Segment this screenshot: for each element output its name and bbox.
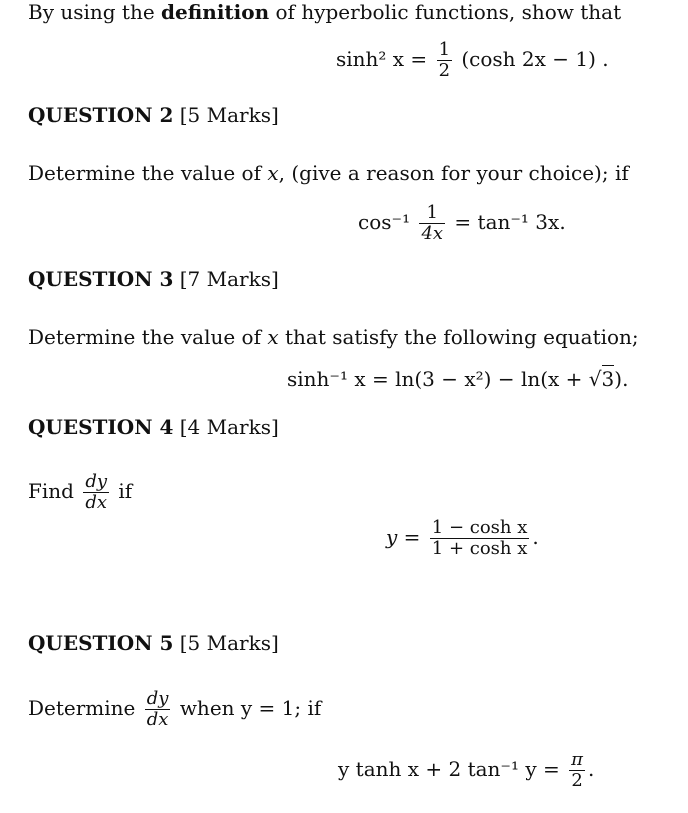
q3-heading-label: QUESTION 3 xyxy=(28,267,174,291)
q4-if-word: if xyxy=(118,479,133,503)
q2-equation xyxy=(358,203,566,244)
q5-when-text: when y = 1; if xyxy=(179,696,322,720)
intro-text-before: By using the xyxy=(28,0,162,24)
q4-heading-label: QUESTION 4 xyxy=(28,415,174,439)
q2-eq-lhs: cos⁻¹ xyxy=(358,210,411,234)
q2-heading-marks: [5 Marks] xyxy=(173,103,279,127)
q4-y-eq: y = xyxy=(386,525,421,549)
q4-equation xyxy=(386,518,539,559)
q5-fraction xyxy=(569,750,585,791)
intro-bold-word: definition xyxy=(161,0,270,24)
q4-heading xyxy=(28,415,279,439)
q4-frac-num: 1 − cosh x xyxy=(431,517,528,538)
q3-sqrt-arg: 3 xyxy=(601,367,615,391)
q1-rhs: (cosh 2x − 1) . xyxy=(461,47,609,71)
q5-heading-label: QUESTION 5 xyxy=(28,631,174,655)
q5-dy: dy xyxy=(146,688,169,709)
q3-text xyxy=(28,325,639,349)
q4-derivative xyxy=(83,472,109,513)
q2-fraction xyxy=(419,203,445,244)
q3-eq-right: ). xyxy=(614,367,629,391)
q4-heading-marks: [4 Marks] xyxy=(173,415,279,439)
q4-find-line xyxy=(28,472,132,513)
q1-frac-den: 2 xyxy=(438,60,451,81)
q5-heading-marks: [5 Marks] xyxy=(173,631,279,655)
q4-dy: dy xyxy=(85,471,108,492)
q2-text xyxy=(28,161,629,185)
q3-text-after: that satisfy the following equation; xyxy=(278,325,639,349)
q5-dx: dx xyxy=(146,709,169,730)
q2-frac-den: 4x xyxy=(421,223,444,244)
q1-fraction xyxy=(437,40,452,81)
q3-equation xyxy=(287,367,628,391)
q5-heading xyxy=(28,631,279,655)
q4-end: . xyxy=(532,525,539,549)
q2-text-after: , (give a reason for your choice); if xyxy=(278,161,629,185)
q2-frac-num: 1 xyxy=(426,202,438,223)
q2-heading xyxy=(28,103,279,127)
q1-frac-num: 1 xyxy=(438,39,451,60)
q5-equation xyxy=(338,750,594,791)
q4-fraction xyxy=(430,518,530,559)
q3-sqrt-symbol: √ xyxy=(588,367,602,391)
q4-find-word: Find xyxy=(28,479,74,503)
q3-heading-marks: [7 Marks] xyxy=(173,267,279,291)
q5-frac-den: 2 xyxy=(571,770,583,791)
q3-heading xyxy=(28,267,279,291)
intro-text-after: of hyperbolic functions, show that xyxy=(269,0,622,24)
q2-text-before: Determine the value of xyxy=(28,161,268,185)
q5-frac-num: π xyxy=(571,749,583,770)
intro-line xyxy=(28,0,621,24)
q5-end: . xyxy=(587,757,595,781)
q4-frac-den: 1 + cosh x xyxy=(431,538,528,559)
q2-var: x xyxy=(267,161,279,185)
q1-lhs: sinh² x = xyxy=(336,47,428,71)
q1-equation xyxy=(336,40,609,81)
q2-heading-label: QUESTION 2 xyxy=(28,103,174,127)
q3-text-before: Determine the value of xyxy=(28,325,268,349)
q5-eq-lhs: y tanh x + 2 tan⁻¹ y = xyxy=(338,757,560,781)
q5-derivative xyxy=(145,689,171,730)
q3-var: x xyxy=(267,325,279,349)
q4-dx: dx xyxy=(85,492,108,513)
q3-eq-left: sinh⁻¹ x = ln(3 − x²) − ln(x + xyxy=(287,367,589,391)
q5-determine-word: Determine xyxy=(28,696,136,720)
q5-determine-line xyxy=(28,689,321,730)
q2-eq-rhs: = tan⁻¹ 3x. xyxy=(454,210,566,234)
